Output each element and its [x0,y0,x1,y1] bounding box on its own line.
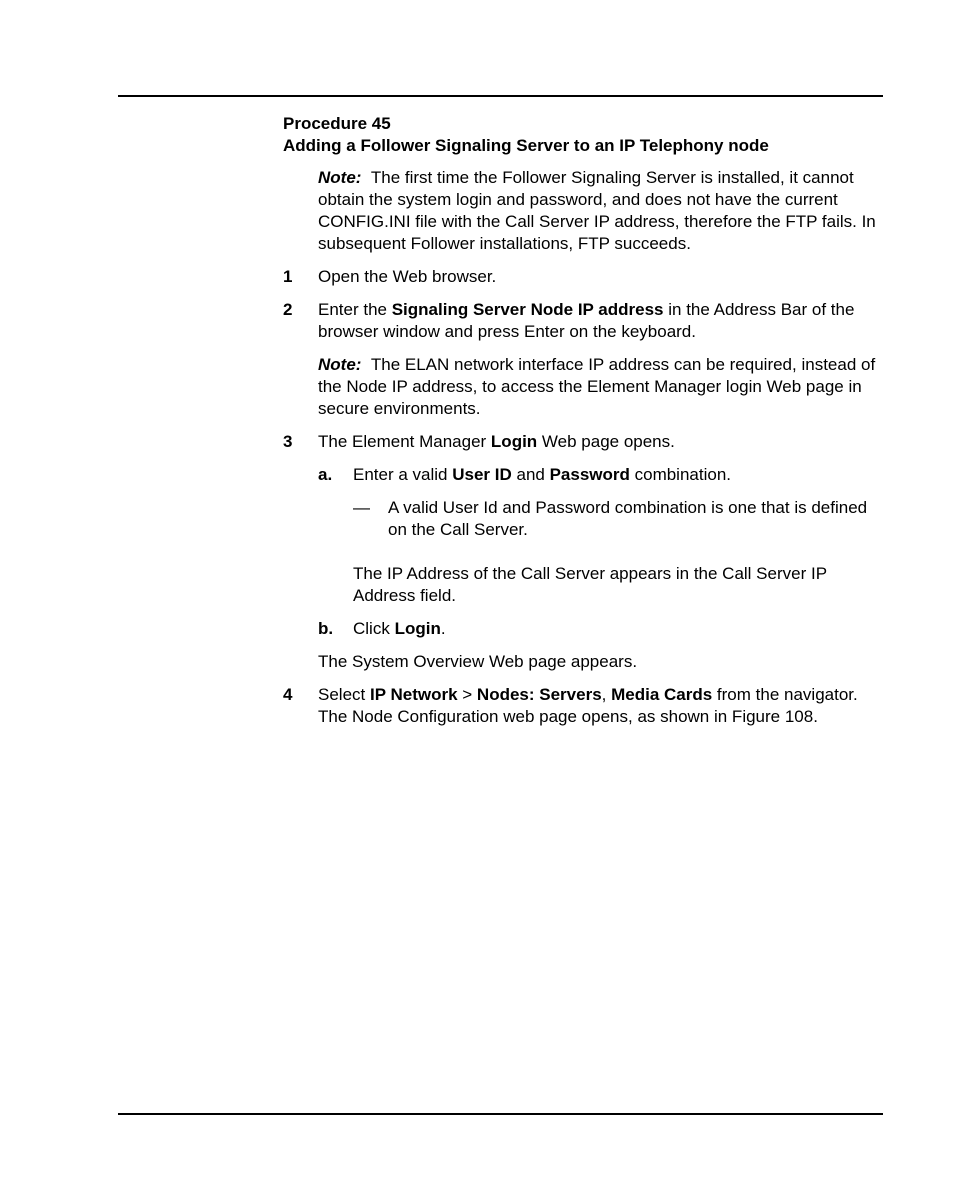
header-rule [118,95,883,97]
step-number: 1 [283,267,293,286]
footer-rule [118,1113,883,1115]
step-3-result: The System Overview Web page appears. [318,652,638,671]
step-text-part: in the Address Bar of the browser window and press Enter on the keyboard. [318,300,855,341]
substep-spacer [318,497,353,541]
note-elan-address [318,354,883,420]
step-text [318,684,883,728]
step-number: 2 [283,300,293,319]
em-dash-mark: — [353,498,370,517]
step-text-part: Select [318,685,370,704]
procedure-number: Procedure 45 [283,114,391,133]
step-text-bold: Login [490,432,538,451]
step-3a [318,464,883,486]
step-text-part: combination. [629,465,732,484]
dash-item [353,497,883,541]
step-2 [283,299,883,343]
procedure-heading [283,113,883,157]
step-number: 3 [283,432,293,451]
note-label: Note: [318,355,362,374]
step-text-bold: Signaling Server Node IP address [391,300,664,319]
note-text: The ELAN network interface IP address can be required, instead of the Node IP address, to access the Element Manager login Web page in secure environments. [318,355,876,418]
step-text: Open the Web browser. [318,267,497,286]
step-1 [283,266,883,288]
step-text-part: Web page opens. [537,432,675,451]
procedure-title: Adding a Follower Signaling Server to an IP Telephony node [283,136,769,155]
step-text-bold: Media Cards [611,685,713,704]
step-text-part: , [601,685,612,704]
step-text-part: Enter the [318,300,392,319]
substep-letter: b. [318,619,334,638]
substep-letter: a. [318,465,333,484]
step-number: 4 [283,685,293,704]
step-3 [283,431,883,453]
substep-text [353,618,883,640]
step-text [318,299,883,343]
step-text-bold: Nodes: Servers [476,685,602,704]
step-text-bold: Login [394,619,441,638]
step-4 [283,684,883,728]
step-3b [318,618,883,640]
step-text [318,431,883,453]
step-text-bold: Password [549,465,630,484]
note-label: Note: [318,168,362,187]
procedure-content [283,113,883,739]
step-3a-result: The IP Address of the Call Server appears in the Call Server IP Address field. [353,564,827,605]
step-text-part: The Element Manager [318,432,491,451]
step-text-part: Enter a valid [353,465,453,484]
note-text: The first time the Follower Signaling Server is installed, it cannot obtain the system login and password, and does not have the current CONFIG.INI file with the Call Server IP address, therefore the FTP fails. In subsequent Follower installations, FTP succeeds. [318,168,876,253]
step-text-bold: IP Network [369,685,458,704]
step-text-part: . [440,619,446,638]
substep-text [353,464,883,486]
step-text-part: > [457,685,477,704]
note-follower-ftp [318,167,883,255]
step-3a-bullet [318,497,883,541]
step-text-part: and [511,465,550,484]
step-text-part: from the navigator. The Node Configuration web page opens, as shown in Figure 108. [318,685,858,726]
step-text-bold: User ID [452,465,512,484]
dash-item-text: A valid User Id and Password combination is one that is defined on the Call Server. [388,498,868,539]
step-text-part: Click [353,619,395,638]
